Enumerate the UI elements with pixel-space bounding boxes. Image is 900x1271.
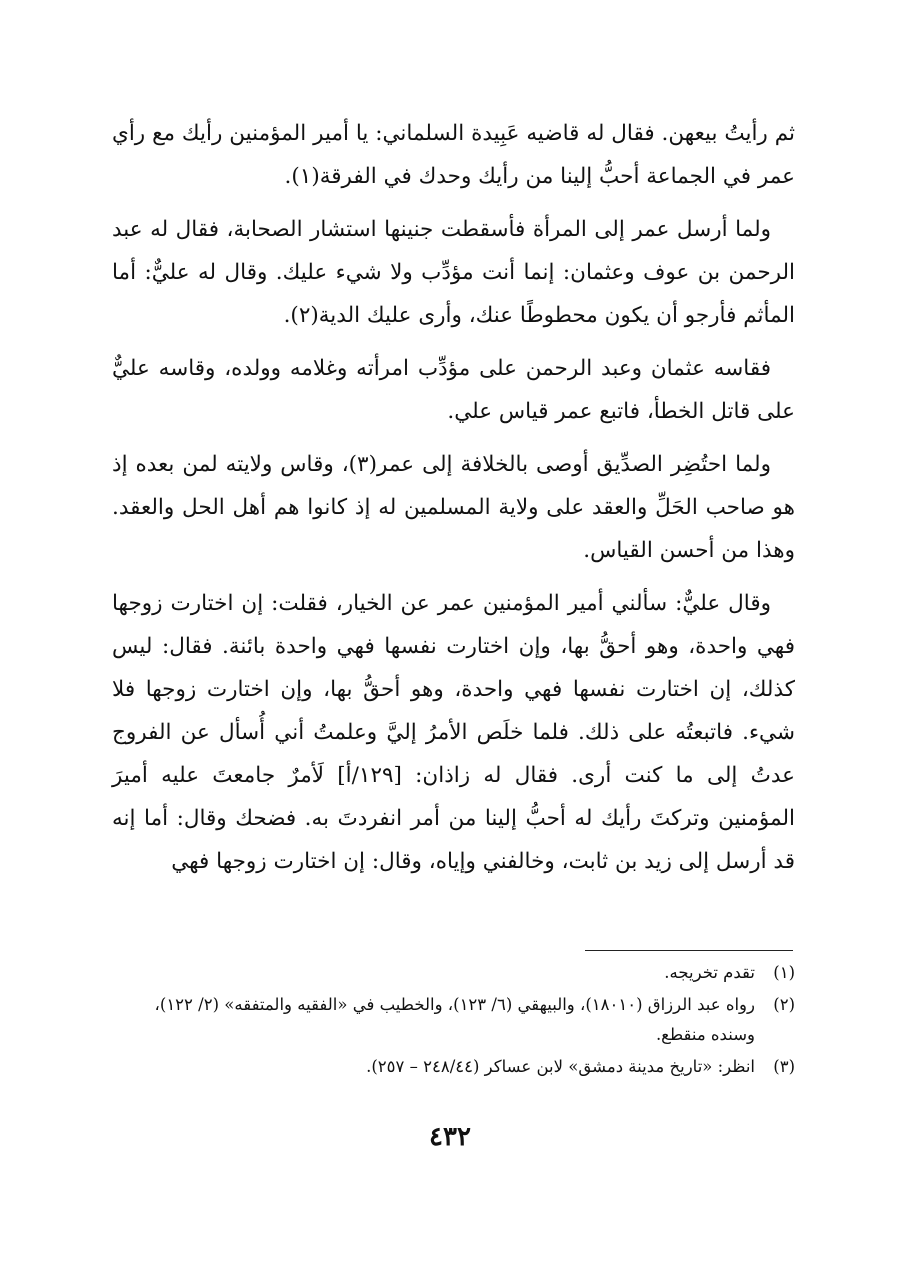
paragraph: وقال عليٌّ: سألني أمير المؤمنين عمر عن الخيار، فقلت: إن اختارت زوجها فهي واحدة، وهو أحقُّ بها، وإن اختارت نفسها فهي واحدة بائنة. فقال: ليس كذلك، إن اختارت نفسها فهي واحدة، وهو أحقُّ بها، وإن اختارت زوجها فلا شيء. فاتبعتُه على ذلك. فلما خلَص الأمرُ إليَّ وعلمتُ أني أُسأل عن الفروج عدتُ إلى ما كنت أرى. فقال له زاذان: [١٢٩/أ] لَأمرٌ جامعتَ عليه أميرَ المؤمنين وتركتَ رأيك له أحبُّ إلينا من أمر انفردتَ به. فضحك وقال: أما إنه قد أرسل إلى زيد بن ثابت، وخالفني وإياه، وقال: إن اختارت زوجها فهي [112,591,795,874]
footnote-text: انظر: «تاريخ مدينة دمشق» لابن عساكر (٢٤٨/٤٤ – ٢٥٧). [366,1057,755,1076]
footnote [112,958,795,988]
footnote-text: تقدم تخريجه. [664,963,755,982]
paragraph: ولما احتُضِر الصدِّيق أوصى بالخلافة إلى عمر(٣)، وقاس ولايته لمن بعده إذ هو صاحب الحَلِّ والعقد على ولاية المسلمين له إذ كانوا هم أهل الحل والعقد. وهذا من أحسن القياس. [112,452,795,563]
page-number: ٤٣٢ [429,1122,471,1152]
footnote-divider [585,950,793,951]
footnote-text: رواه عبد الرزاق (١٨٠١٠)، والبيهقي (٦/ ١٢٣)، والخطيب في «الفقيه والمتفقه» (٢/ ١٢٢)، وسنده منقطع. [154,995,755,1044]
footnote-number: (١) [773,963,795,982]
main-text [112,112,795,893]
footnote-number: (٣) [773,1057,795,1076]
footnotes [112,958,795,1084]
footnote [112,1052,795,1082]
paragraph: ثم رأيتُ بيعهن. فقال له قاضيه عَبِيدة السلماني: يا أمير المؤمنين رأيك مع رأي عمر في الجماعة أحبُّ إلينا من رأيك وحدك في الفرقة(١). [112,121,795,189]
paragraph: ولما أرسل عمر إلى المرأة فأسقطت جنينها استشار الصحابة، فقال له عبد الرحمن بن عوف وعثمان: إنما أنت مؤدِّب ولا شيء عليك. وقال له عليٌّ: أما المأثم فأرجو أن يكون محطوطًا عنك، وأرى عليك الدية(٢). [112,217,795,328]
footnote [112,990,795,1050]
paragraph: فقاسه عثمان وعبد الرحمن على مؤدِّب امرأته وغلامه وولده، وقاسه عليٌّ على قاتل الخطأ، فاتبع عمر قياس علي. [112,356,795,424]
footnote-number: (٢) [773,995,795,1014]
